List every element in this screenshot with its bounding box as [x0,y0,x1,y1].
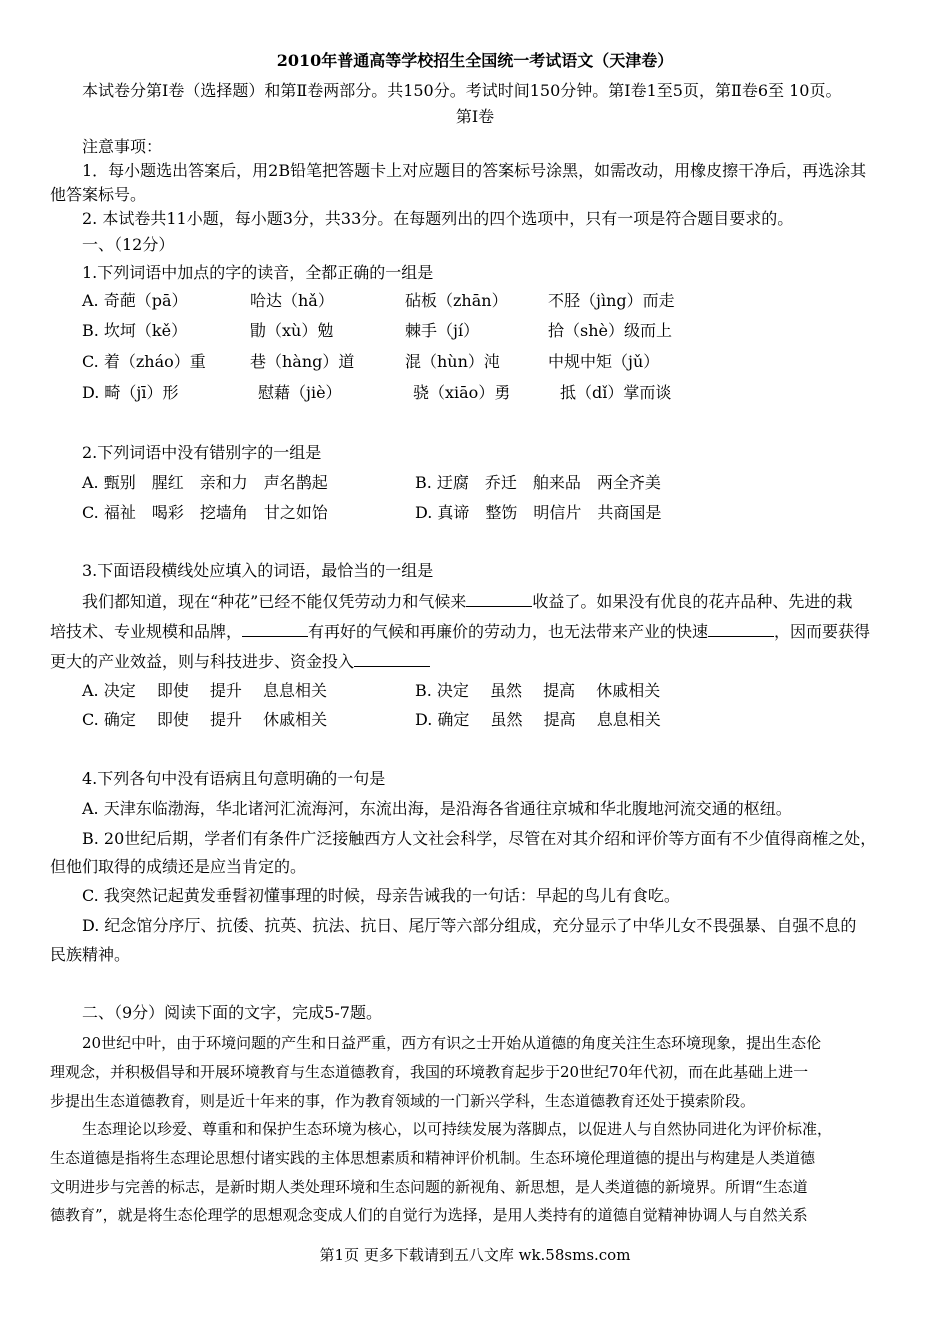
section-1-heading: 一、（12分） [82,235,175,254]
q3-passage-line-3 [50,650,430,673]
q4-option-d: D. 纪念馆分序厅、抗倭、抗英、抗法、抗日、尾厅等六部分组成，充分显示了中华儿女不畏强暴、自强不息的 [82,916,857,935]
q3-option-d: D. 确定 虽然 提高 息息相关 [415,710,661,729]
q3-passage-text: 收益了。如果没有优良的花卉品种、先进的栽 [532,592,853,611]
q1-row-d-item-2: 慰藉（jiè） [258,383,342,402]
q3-passage-line-1 [82,590,852,613]
q3-stem: 3.下面语段横线处应填入的词语，最恰当的一组是 [82,561,434,580]
q3-blank-4 [354,650,430,667]
exam-title: 2010年普通高等学校招生全国统一考试语文（天津卷） [276,51,674,70]
q1-stem: 1.下列词语中加点的字的读音，全都正确的一组是 [82,263,434,282]
q3-passage-text: 我们都知道，现在“种花”已经不能仅凭劳动力和气候来 [82,592,467,611]
passage-line: 文明进步与完善的标志，是新时期人类处理环境和生态问题的新视角、新思想，是人类道德的新境界。所谓“生态道 [50,1178,808,1196]
section-2-heading: 二、（9分）阅读下面的文字，完成5-7题。 [82,1003,382,1022]
q1-row-d-item-1: D. 畸（jī）形 [82,383,179,402]
q3-blank-2 [242,620,308,637]
passage-line: 生态道德是指将生态理论思想付诸实践的主体思想素质和精神评价机制。生态环境伦理道德的提出与构建是人类道德 [50,1149,816,1167]
q3-passage-text: 有再好的气候和再廉价的劳动力，也无法带来产业的快速 [308,622,709,641]
q1-row-d-item-4: 抵（dǐ）掌而谈 [560,383,672,402]
q3-passage-text: 培技术、专业规模和品牌， [50,622,243,641]
q1-row-a-item-2: 哈达（hǎ） [250,291,334,310]
q4-stem: 4.下列各句中没有语病且句意明确的一句是 [82,769,386,788]
q1-row-c-item-3: 混（hùn）沌 [405,352,500,371]
intro-text: 本试卷分第Ⅰ卷（选择题）和第Ⅱ卷两部分。共150分。考试时间150分钟。第Ⅰ卷1至5页，第Ⅱ卷6至 10页。 [82,81,842,100]
page-footer: 第1页 更多下载请到五八文库 wk.58sms.com [319,1246,631,1264]
q4-option-a: A. 天津东临渤海，华北诸河汇流海河，东流出海，是沿海各省通往京城和华北腹地河流交通的枢纽。 [82,799,792,818]
q4-option-b: B. 20世纪后期，学者们有条件广泛接触西方人文社会科学，尽管在对其介绍和评价等方面有不少值得商榷之处， [82,829,877,848]
q3-blank-3 [708,620,774,637]
q1-row-a-item-1: A. 奇葩（pā） [82,291,188,310]
q1-row-c-item-2: 巷（hàng）道 [250,352,355,371]
q3-option-b: B. 决定 虽然 提高 休戚相关 [415,681,661,700]
q3-option-c: C. 确定 即使 提升 休戚相关 [82,710,328,729]
passage-line: 生态理论以珍爱、尊重和和保护生态环境为核心，以可持续发展为落脚点，以促进人与自然协同进化为评价标准， [82,1120,833,1138]
q1-row-b-item-3: 棘手（jí） [405,321,480,340]
q4-option-c: C. 我突然记起黄发垂髫初懂事理的时候，母亲告诫我的一句话：早起的鸟儿有食吃。 [82,886,680,905]
q1-row-b-item-1: B. 坎坷（kě） [82,321,188,340]
q2-option-a: A. 甄别 腥红 亲和力 声名鹊起 [82,473,328,492]
q1-row-b-item-4: 拾（shè）级而上 [548,321,672,340]
q1-row-b-item-2: 勖（xù）勉 [250,321,334,340]
q2-option-d: D. 真谛 整饬 明信片 共商国是 [415,503,662,522]
q3-passage-text: ，因而要获得 [774,622,871,641]
notice-item-1: 1．每小题选出答案后，用2B铅笔把答题卡上对应题目的答案标号涂黑，如需改动，用橡皮擦干净后，再选涂其 [82,161,867,180]
notice-item-2: 2. 本试卷共11小题，每小题3分，共33分。在每题列出的四个选项中，只有一项是符合题目要求的。 [82,209,794,228]
volume-heading: 第Ⅰ卷 [455,107,495,126]
q1-row-d-item-3: 骁（xiāo）勇 [413,383,511,402]
q4-option-d-cont: 民族精神。 [50,945,131,964]
notice-heading: 注意事项： [82,137,163,156]
q3-option-a: A. 决定 即使 提升 息息相关 [82,681,327,700]
passage-line: 理观念，并积极倡导和开展环境教育与生态道德教育，我国的环境教育起步于20世纪70年代初，而在此基础上进一 [50,1063,809,1081]
passage-line: 20世纪中叶，由于环境问题的产生和日益严重，西方有识之士开始从道德的角度关注生态环境现象，提出生态伦 [82,1034,822,1052]
passage-line: 步提出生态道德教育，则是近十年来的事，作为教育领域的一门新兴学科，生态道德教育还处于摸索阶段。 [50,1092,756,1110]
q3-blank-1 [466,590,532,607]
q2-option-b: B. 迂腐 乔迁 舶来品 两全齐美 [415,473,661,492]
q2-stem: 2.下列词语中没有错别字的一组是 [82,443,322,462]
q2-option-c: C. 福祉 喝彩 挖墙角 甘之如饴 [82,503,328,522]
notice-item-1-cont: 他答案标号。 [50,185,147,204]
q1-row-c-item-4: 中规中矩（jǔ） [548,352,660,371]
passage-line: 德教育”，就是将生态伦理学的思想观念变成人们的自觉行为选择，是用人类持有的道德自觉精神协调人与自然关系 [50,1206,808,1224]
q1-row-a-item-3: 砧板（zhān） [405,291,508,310]
q4-option-b-cont: 但他们取得的成绩还是应当肯定的。 [50,857,307,876]
q3-passage-line-2 [50,620,870,643]
q3-passage-text: 更大的产业效益，则与科技进步、资金投入 [50,652,355,671]
q1-row-a-item-4: 不胫（jìng）而走 [548,291,675,310]
q1-row-c-item-1: C. 着（zháo）重 [82,352,206,371]
